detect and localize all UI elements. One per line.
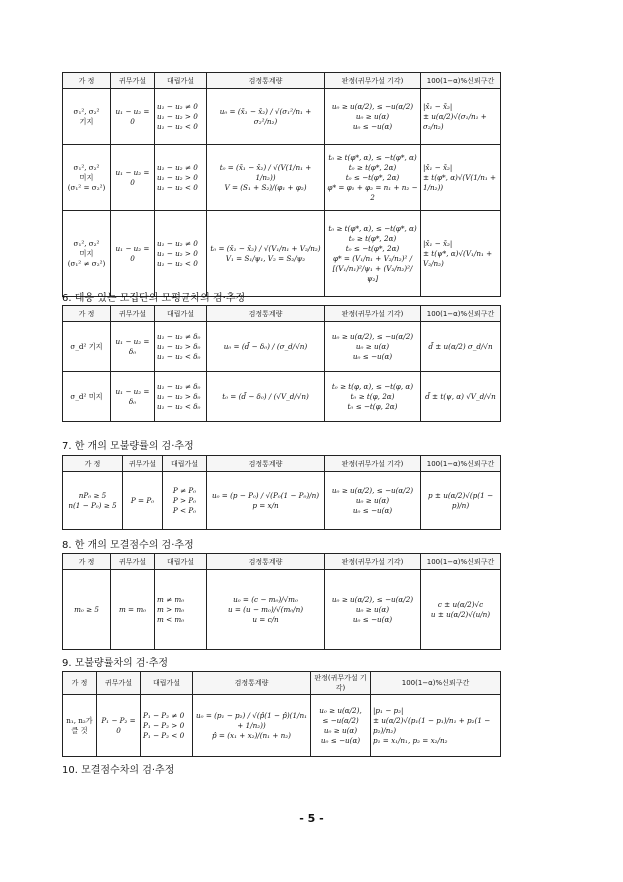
col-assumption: 가 정 xyxy=(63,73,111,89)
cell-rejection: t₀ ≥ t(φ*, α), ≤ −t(φ*, α) t₀ ≥ t(φ*, 2α) t₀ ≤ −t(φ*, 2α) φ* = φ₁ + φ₂ = n₁ + n₂ − 2 xyxy=(325,145,421,211)
cell-rejection: u₀ ≥ u(α/2), ≤ −u(α/2) u₀ ≥ u(α) u₀ ≤ −u(α) xyxy=(325,89,421,145)
col-rejection: 판정(귀무가설 기각) xyxy=(325,73,421,89)
col-test-statistic: 검정통계량 xyxy=(207,73,325,89)
cell-rejection: u₀ ≥ u(α/2), ≤ −u(α/2) u₀ ≥ u(α) u₀ ≤ −u(α) xyxy=(325,322,421,372)
cell-null-hypothesis: u₁ − u₂ = δ₀ xyxy=(111,372,155,422)
cell-test-statistic: u₀ = (p − P₀) / √(P₀(1 − P₀)/n) p = x/n xyxy=(207,472,325,530)
cell-null-hypothesis: P₁ − P₂ = 0 xyxy=(97,695,141,757)
page-number: - 5 - xyxy=(299,812,324,825)
cell-test-statistic: u₀ = (p₁ − p₂) / √(p̂(1 − p̂)(1/n₁ + 1/n₂)) p̂ = (x₁ + x₂)/(n₁ + n₂) xyxy=(193,695,311,757)
cell-alt-hypothesis: u₁ − u₂ ≠ 0 u₁ − u₂ > 0 u₁ − u₂ < 0 xyxy=(155,89,207,145)
col-null-hypothesis: 귀무가설 xyxy=(123,456,163,472)
col-rejection: 판정(귀무가설 기각) xyxy=(325,456,421,472)
cell-alt-hypothesis: u₁ − u₂ ≠ 0 u₁ − u₂ > 0 u₁ − u₂ < 0 xyxy=(155,211,207,297)
cell-test-statistic: u₀ = (c − m₀)/√m₀ u = (u − m₀)/√(m₀/n) u = c/n xyxy=(207,570,325,650)
col-assumption: 가 정 xyxy=(63,456,123,472)
cell-alt-hypothesis: u₁ − u₂ ≠ 0 u₁ − u₂ > 0 u₁ − u₂ < 0 xyxy=(155,145,207,211)
cell-test-statistic: t₀ = (d̄ − δ₀) / (√V_d/√n) xyxy=(207,372,325,422)
table-mean-difference xyxy=(62,72,501,297)
cell-alt-hypothesis: m ≠ m₀ m > m₀ m < m₀ xyxy=(155,570,207,650)
cell-rejection: t₀ ≥ t(φ, α), ≤ −t(φ, α) t₀ ≥ t(φ, 2α) t₀ ≤ −t(φ, 2α) xyxy=(325,372,421,422)
cell-assumption: σ₁², σ₂² 기지 xyxy=(63,89,111,145)
cell-null-hypothesis: u₁ − u₂ = 0 xyxy=(111,211,155,297)
col-null-hypothesis: 귀무가설 xyxy=(111,554,155,570)
col-null-hypothesis: 귀무가설 xyxy=(111,306,155,322)
col-assumption: 가 정 xyxy=(63,306,111,322)
cell-test-statistic: u₀ = (d̄ − δ₀) / (σ_d/√n) xyxy=(207,322,325,372)
section-title-9: 9. 모불량률차의 검·추정 xyxy=(62,658,169,669)
cell-alt-hypothesis: P ≠ P₀ P > P₀ P < P₀ xyxy=(163,472,207,530)
section-title-8: 8. 한 개의 모결점수의 검·추정 xyxy=(62,540,194,551)
col-alt-hypothesis: 대립가설 xyxy=(155,73,207,89)
cell-assumption: σ_d² 미지 xyxy=(63,372,111,422)
cell-confidence-interval: p ± u(α/2)√(p(1 − p)/n) xyxy=(421,472,501,530)
cell-assumption: m₀ ≥ 5 xyxy=(63,570,111,650)
col-null-hypothesis: 귀무가설 xyxy=(111,73,155,89)
section-title-7: 7. 한 개의 모불량률의 검·추정 xyxy=(62,441,194,452)
col-assumption: 가 정 xyxy=(63,554,111,570)
table-row xyxy=(63,145,501,211)
table-row xyxy=(63,89,501,145)
cell-null-hypothesis: u₁ − u₂ = 0 xyxy=(111,89,155,145)
col-alt-hypothesis: 대립가설 xyxy=(155,306,207,322)
cell-alt-hypothesis: u₁ − u₂ ≠ δ₀ u₁ − u₂ > δ₀ u₁ − u₂ < δ₀ xyxy=(155,372,207,422)
cell-null-hypothesis: u₁ − u₂ = 0 xyxy=(111,145,155,211)
table-row xyxy=(63,472,501,530)
cell-assumption: σ_d² 기지 xyxy=(63,322,111,372)
col-assumption: 가 정 xyxy=(63,672,97,695)
table-row xyxy=(63,211,501,297)
table-single-defect-rate xyxy=(62,455,501,530)
cell-test-statistic: u₀ = (x̄₁ − x̄₂) / √(σ₁²/n₁ + σ₂²/n₂) xyxy=(207,89,325,145)
cell-assumption: σ₁², σ₂² 미지 (σ₁² = σ₂²) xyxy=(63,145,111,211)
cell-assumption: σ₁², σ₂² 미지 (σ₁² ≠ σ₂²) xyxy=(63,211,111,297)
col-rejection: 판정(귀무가설 기각) xyxy=(325,554,421,570)
cell-confidence-interval: d̄ ± t(ψ, α) √V_d/√n xyxy=(421,372,501,422)
cell-alt-hypothesis: P₁ − P₂ ≠ 0 P₁ − P₂ > 0 P₁ − P₂ < 0 xyxy=(141,695,193,757)
section-title-6: 6. 대응 있는 모집단의 모평균차의 검·추정 xyxy=(62,293,246,304)
cell-rejection: u₀ ≥ u(α/2), ≤ −u(α/2) u₀ ≥ u(α) u₀ ≤ −u(α) xyxy=(325,472,421,530)
cell-rejection: u₀ ≥ u(α/2), ≤ −u(α/2) u₀ ≥ u(α) u₀ ≤ −u(α) xyxy=(325,570,421,650)
col-alt-hypothesis: 대립가설 xyxy=(155,554,207,570)
table-header-row xyxy=(63,73,501,89)
col-test-statistic: 검정통계량 xyxy=(207,306,325,322)
section-title-10: 10. 모결점수차의 검·추정 xyxy=(62,765,175,776)
col-test-statistic: 검정통계량 xyxy=(207,554,325,570)
cell-rejection: t₀ ≥ t(φ*, α), ≤ −t(φ*, α) t₀ ≥ t(φ*, 2α) t₀ ≤ −t(φ*, 2α) φ* = (V₁/n₁ + V₂/n₂)² / [(V₁/n₁)²/ψ₁ + (V₂/n₂)²/ψ₂] xyxy=(325,211,421,297)
table-defect-rate-difference xyxy=(62,671,501,757)
cell-null-hypothesis: u₁ − u₂ = δ₀ xyxy=(111,322,155,372)
col-confidence-interval: 100(1−α)%신뢰구간 xyxy=(421,306,501,322)
cell-confidence-interval: |x̄₁ − x̄₂| ± t(φ*, α)√(V(1/n₁ + 1/n₂)) xyxy=(421,145,501,211)
table-row xyxy=(63,695,501,757)
cell-test-statistic: t₀ = (x̄₁ − x̄₂) / √(V(1/n₁ + 1/n₂)) V = (S₁ + S₂)/(φ₁ + φ₂) xyxy=(207,145,325,211)
col-test-statistic: 검정통계량 xyxy=(193,672,311,695)
table-header-row xyxy=(63,306,501,322)
table-single-defect-count xyxy=(62,553,501,650)
col-confidence-interval: 100(1−α)%신뢰구간 xyxy=(421,554,501,570)
table-header-row xyxy=(63,456,501,472)
col-test-statistic: 검정통계량 xyxy=(207,456,325,472)
cell-test-statistic: t₀ = (x̄₁ − x̄₂) / √(V₁/n₁ + V₂/n₂) V₁ = S₁/ψ₁, V₂ = S₂/ψ₂ xyxy=(207,211,325,297)
cell-confidence-interval: d̄ ± u(α/2) σ_d/√n xyxy=(421,322,501,372)
cell-assumption: nP₀ ≥ 5 n(1 − P₀) ≥ 5 xyxy=(63,472,123,530)
cell-confidence-interval: |x̄₁ − x̄₂| ± u(α/2)√(σ₁/n₁ + σ₂/n₂) xyxy=(421,89,501,145)
table-row xyxy=(63,570,501,650)
col-confidence-interval: 100(1−α)%신뢰구간 xyxy=(421,456,501,472)
table-row xyxy=(63,372,501,422)
cell-confidence-interval: c ± u(α/2)√c u ± u(α/2)√(u/n) xyxy=(421,570,501,650)
col-alt-hypothesis: 대립가설 xyxy=(141,672,193,695)
table-row xyxy=(63,322,501,372)
table-header-row xyxy=(63,554,501,570)
cell-confidence-interval: |x̄₁ − x̄₂| ± t(ψ*, α)√(V₁/n₁ + V₂/n₂) xyxy=(421,211,501,297)
table-header-row xyxy=(63,672,501,695)
cell-null-hypothesis: P = P₀ xyxy=(123,472,163,530)
cell-null-hypothesis: m = m₀ xyxy=(111,570,155,650)
col-alt-hypothesis: 대립가설 xyxy=(163,456,207,472)
cell-assumption: n₁, n₂가 클 것 xyxy=(63,695,97,757)
col-null-hypothesis: 귀무가설 xyxy=(97,672,141,695)
col-confidence-interval: 100(1−α)%신뢰구간 xyxy=(421,73,501,89)
table-paired-mean-difference xyxy=(62,305,501,422)
cell-rejection: u₀ ≥ u(α/2), ≤ −u(α/2) u₀ ≥ u(α) u₀ ≤ −u(α) xyxy=(311,695,371,757)
col-confidence-interval: 100(1−α)%신뢰구간 xyxy=(371,672,501,695)
col-rejection: 판정(귀무가설 기각) xyxy=(311,672,371,695)
cell-confidence-interval: |p₁ − p₂| ± u(α/2)√(p₁(1 − p₁)/n₁ + p₂(1 − p₂)/n₂) p₁ = x₁/n₁, p₂ = x₂/n₂ xyxy=(371,695,501,757)
col-rejection: 판정(귀무가설 기각) xyxy=(325,306,421,322)
cell-alt-hypothesis: u₁ − u₂ ≠ δ₀ u₁ − u₂ > δ₀ u₁ − u₂ < δ₀ xyxy=(155,322,207,372)
